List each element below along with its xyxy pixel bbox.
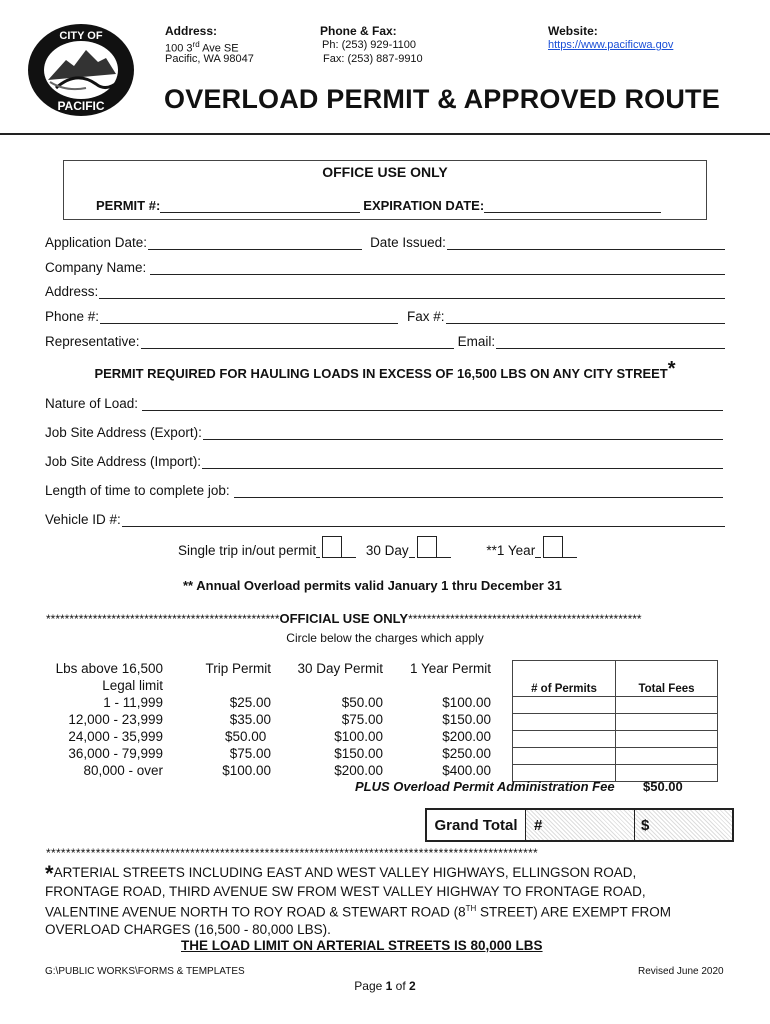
one-year-fee: $250.00 bbox=[442, 746, 491, 761]
star-divider: *************************************************************************************************** bbox=[46, 846, 539, 860]
permits-column-header: # of Permits bbox=[513, 661, 616, 697]
header-divider bbox=[0, 133, 770, 135]
logo-bottom-text: PACIFIC bbox=[57, 99, 105, 113]
permits-fees-table bbox=[512, 660, 718, 782]
address-label: Address: bbox=[165, 24, 218, 38]
nature-of-load-label: Nature of Load: bbox=[45, 396, 139, 411]
lbs-column bbox=[40, 660, 163, 779]
legal-limit-label: Legal limit bbox=[102, 678, 163, 693]
thirty-day-fee: $50.00 bbox=[341, 695, 383, 710]
expiration-date-field[interactable] bbox=[484, 198, 661, 213]
thirty-day-fee: $75.00 bbox=[341, 712, 383, 727]
thirty-day-fee: $150.00 bbox=[334, 746, 383, 761]
thirty-day-header: 30 Day Permit bbox=[297, 661, 383, 676]
page-number: Page 1 of 2 bbox=[354, 979, 416, 993]
thirty-day-checkbox[interactable] bbox=[417, 536, 437, 558]
total-fees-column-header: Total Fees bbox=[616, 661, 718, 697]
arterial-load-limit: THE LOAD LIMIT ON ARTERIAL STREETS IS 80,000 LBS bbox=[181, 938, 543, 953]
expiration-date-label: EXPIRATION DATE: bbox=[363, 198, 485, 213]
single-trip-label: Single trip in/out permit bbox=[178, 543, 317, 558]
job-site-import-label: Job Site Address (Import): bbox=[45, 454, 202, 469]
permit-type-options bbox=[178, 536, 577, 558]
thirty-day-fee: $100.00 bbox=[334, 729, 383, 744]
grand-total-label: Grand Total bbox=[427, 810, 526, 840]
thirty-day-column bbox=[293, 660, 383, 779]
fee-row-range: 12,000 - 23,999 bbox=[68, 712, 163, 727]
grand-total-count[interactable]: # bbox=[526, 810, 635, 840]
page-title: OVERLOAD PERMIT & APPROVED ROUTE bbox=[164, 84, 720, 114]
permit-required-notice: PERMIT REQUIRED FOR HAULING LOADS IN EXCESS OF 16,500 LBS ON ANY CITY STREET* bbox=[94, 358, 676, 381]
city-of-pacific-logo bbox=[26, 22, 136, 118]
fee-row-range: 36,000 - 79,999 bbox=[68, 746, 163, 761]
arterial-streets-notice: *ARTERIAL STREETS INCLUDING EAST AND WEST VALLEY HIGHWAYS, ELLINGSON ROAD, FRONTAGE ROAD, THIRD AVENUE SW FROM WEST VALLEY HIGHWAY TO FRONTAGE ROAD, VALENTINE AVENUE NORTH TO ROY ROAD & STEWART ROAD (8TH STREET) ARE EXEMPT FROM OVERLOAD CHARGES (16,500 - 80,000 LBS). bbox=[45, 861, 672, 937]
address-field[interactable] bbox=[99, 284, 725, 299]
trip-fee: $35.00 bbox=[229, 712, 271, 727]
annual-permit-note: ** Annual Overload permits valid January 1 thru December 31 bbox=[183, 578, 562, 593]
date-issued-field[interactable] bbox=[447, 235, 725, 250]
trip-permit-header: Trip Permit bbox=[205, 661, 271, 676]
trip-permit-column bbox=[195, 660, 271, 779]
job-site-export-label: Job Site Address (Export): bbox=[45, 425, 202, 440]
one-year-fee: $150.00 bbox=[442, 712, 491, 727]
fax-field-label: Fax #: bbox=[407, 309, 445, 324]
application-date-field[interactable] bbox=[148, 235, 362, 250]
total-fee-cell[interactable] bbox=[616, 748, 718, 765]
length-of-time-label: Length of time to complete job: bbox=[45, 483, 230, 498]
trip-fee: $25.00 bbox=[229, 695, 271, 710]
office-use-box bbox=[63, 160, 707, 220]
one-year-label: **1 Year bbox=[486, 543, 536, 558]
footer-revised: Revised June 2020 bbox=[638, 966, 724, 977]
single-trip-checkbox[interactable] bbox=[322, 536, 342, 558]
trip-fee: $75.00 bbox=[229, 746, 271, 761]
trip-fee: $100.00 bbox=[222, 763, 271, 778]
length-of-time-field[interactable] bbox=[234, 483, 723, 498]
fax-field[interactable] bbox=[446, 309, 725, 324]
one-year-header: 1 Year Permit bbox=[409, 661, 491, 676]
one-year-column bbox=[403, 660, 491, 779]
fax-line: Fax: (253) 887-9910 bbox=[323, 53, 423, 65]
representative-label: Representative: bbox=[45, 334, 140, 349]
permit-number-label: PERMIT #: bbox=[96, 198, 161, 213]
phone-field[interactable] bbox=[100, 309, 398, 324]
nature-of-load-field[interactable] bbox=[142, 396, 723, 411]
office-use-heading: OFFICE USE ONLY bbox=[322, 164, 448, 180]
total-fee-cell[interactable] bbox=[616, 714, 718, 731]
date-issued-label: Date Issued: bbox=[370, 235, 446, 250]
address-field-label: Address: bbox=[45, 284, 99, 299]
trip-fee: $50.00 bbox=[225, 729, 267, 744]
one-year-fee: $200.00 bbox=[442, 729, 491, 744]
official-use-banner: **************************************************OFFICIAL USE ONLY************************************************** bbox=[46, 611, 642, 626]
permits-count-cell[interactable] bbox=[513, 748, 616, 765]
phone-fax-label: Phone & Fax: bbox=[320, 24, 397, 38]
fee-row-range: 24,000 - 35,999 bbox=[68, 729, 163, 744]
email-field[interactable] bbox=[496, 334, 725, 349]
phone-line: Ph: (253) 929-1100 bbox=[322, 39, 416, 51]
website-label: Website: bbox=[548, 24, 598, 38]
website-link[interactable]: https://www.pacificwa.gov bbox=[548, 39, 674, 51]
address-line1: 100 3rd Ave SE bbox=[165, 40, 239, 55]
permits-count-cell[interactable] bbox=[513, 697, 616, 714]
one-year-fee: $100.00 bbox=[442, 695, 491, 710]
grand-total-amount[interactable]: $ bbox=[635, 810, 732, 840]
total-fee-cell[interactable] bbox=[616, 697, 718, 714]
logo-top-text: CITY OF bbox=[59, 30, 103, 42]
circle-charges-note: Circle below the charges which apply bbox=[286, 631, 484, 645]
fee-row-range: 1 - 11,999 bbox=[103, 695, 163, 710]
thirty-day-fee: $200.00 bbox=[334, 763, 383, 778]
footer-path: G:\PUBLIC WORKS\FORMS & TEMPLATES bbox=[45, 966, 245, 977]
admin-fee-value: $50.00 bbox=[643, 779, 683, 794]
total-fee-cell[interactable] bbox=[616, 731, 718, 748]
fee-row-range: 80,000 - over bbox=[83, 763, 163, 778]
thirty-day-label: 30 Day bbox=[365, 543, 409, 558]
grand-total-box bbox=[425, 808, 734, 842]
permits-count-cell[interactable] bbox=[513, 714, 616, 731]
job-site-import-field[interactable] bbox=[202, 454, 723, 469]
application-date-label: Application Date: bbox=[45, 235, 148, 250]
permits-count-cell[interactable] bbox=[513, 731, 616, 748]
address-line2: Pacific, WA 98047 bbox=[165, 53, 254, 65]
permit-number-field[interactable] bbox=[160, 198, 360, 213]
job-site-export-field[interactable] bbox=[203, 425, 723, 440]
vehicle-id-field[interactable] bbox=[122, 512, 725, 527]
lbs-column-header: Lbs above 16,500 bbox=[55, 661, 163, 676]
representative-field[interactable] bbox=[141, 334, 454, 349]
admin-fee-label: PLUS Overload Permit Administration Fee bbox=[355, 779, 615, 794]
company-name-field[interactable] bbox=[150, 260, 725, 275]
email-label: Email: bbox=[457, 334, 496, 349]
vehicle-id-label: Vehicle ID #: bbox=[45, 512, 121, 527]
one-year-checkbox[interactable] bbox=[543, 536, 563, 558]
phone-field-label: Phone #: bbox=[45, 309, 100, 324]
company-name-label: Company Name: bbox=[45, 260, 147, 275]
one-year-fee: $400.00 bbox=[442, 763, 491, 778]
